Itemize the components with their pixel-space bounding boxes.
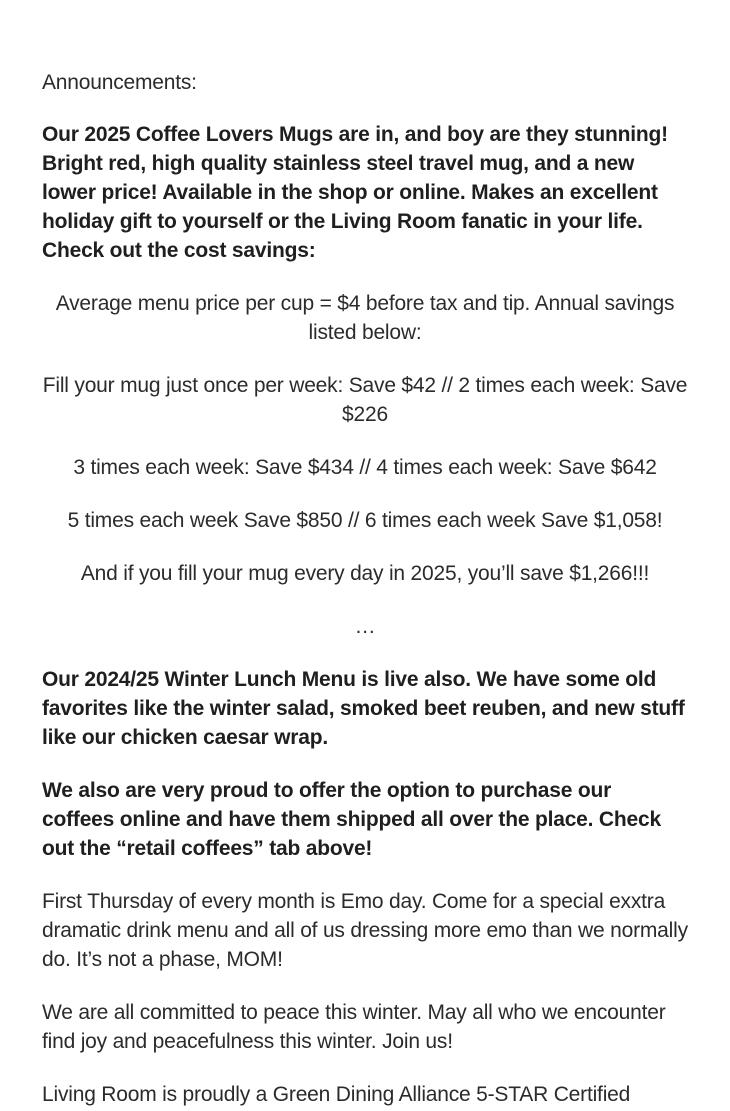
average-price-text: Average menu price per cup = $4 before tax and tip. Annual savings listed below: [55, 292, 675, 344]
savings-five-six: 5 times each week Save $850 // 6 times each week Save $1,058! [67, 509, 663, 532]
winter-menu-announcement: Our 2024/25 Winter Lunch Menu is live also. We have some old favorites like the winter salad, smoked beet reuben, and new stuff like our chicken caesar wrap. [42, 668, 685, 749]
emo-day-announcement: First Thursday of every month is Emo day. Come for a special exxtra dramatic drink menu and all of us dressing more emo than we normally do. It’s not a phase, MOM! [42, 890, 688, 971]
retail-coffees-announcement: We also are very proud to offer the option to purchase our coffees online and have them shipped all over the place. Check out the “retail coffees” tab above! [42, 779, 661, 860]
announcements-heading: Announcements: [42, 71, 197, 94]
peace-announcement: We are all committed to peace this winter. May all who we encounter find joy and peacefulness this winter. Join us! [42, 1001, 666, 1053]
separator-ellipsis: … [354, 615, 376, 638]
mugs-announcement: Our 2025 Coffee Lovers Mugs are in, and boy are they stunning! Bright red, high quality stainless steel travel mug, and a new lower price! Available in the shop or online. Makes an excellent holiday gift to yourself or the Living Room fanatic in your life. Check out the cost savings: [42, 123, 668, 262]
savings-once-twice: Fill your mug just once per week: Save $42 // 2 times each week: Save $226 [42, 374, 688, 426]
savings-three-four: 3 times each week: Save $434 // 4 times each week: Save $642 [73, 456, 657, 479]
green-dining-announcement: Living Room is proudly a Green Dining Alliance 5-STAR Certified [42, 1083, 631, 1106]
savings-daily: And if you fill your mug every day in 2025, you’ll save $1,266!!! [80, 562, 650, 585]
